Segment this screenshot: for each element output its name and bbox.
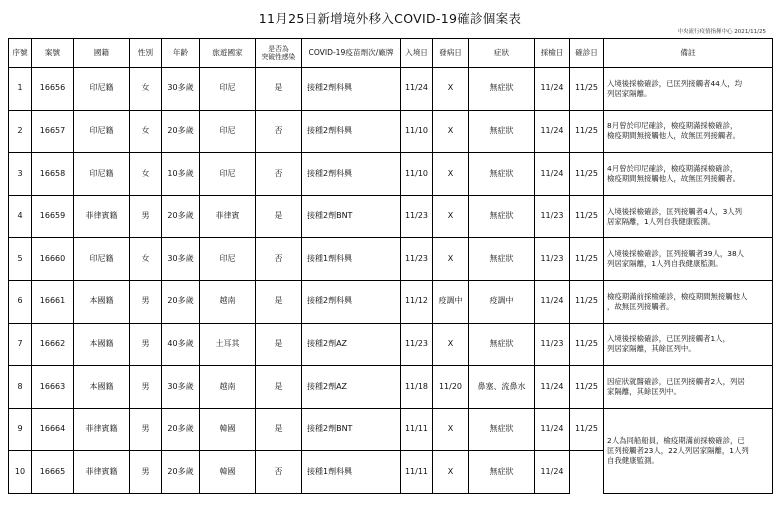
table-row: [9, 366, 773, 409]
vaccine-doses: 接種1劑科興: [302, 238, 401, 281]
vaccine-doses: 接種2劑AZ: [302, 323, 401, 366]
table-row: [9, 280, 773, 323]
age: 40多歲: [162, 323, 200, 366]
sex: 男: [130, 195, 162, 238]
symptoms: 無症狀: [469, 408, 535, 451]
age: 20多歲: [162, 195, 200, 238]
nationality: 印尼籍: [74, 68, 130, 111]
nationality: 印尼籍: [74, 153, 130, 196]
travel-country: 印尼: [200, 110, 256, 153]
header-country: 旅遊國家: [200, 39, 256, 68]
header-confirm: 確診日: [570, 39, 604, 68]
table-row: [9, 68, 773, 111]
case-number: 16664: [32, 408, 74, 451]
row-number: 10: [9, 451, 32, 494]
sex: 男: [130, 323, 162, 366]
entry-date: 11/11: [401, 451, 433, 494]
age: 20多歲: [162, 110, 200, 153]
symptoms: 無症狀: [469, 238, 535, 281]
row-number: 2: [9, 110, 32, 153]
remark: 因症狀就醫確診，已匡列接觸者2人，列居 家隔離，其餘匡列中。: [604, 366, 773, 409]
case-number: 16660: [32, 238, 74, 281]
vaccine-doses: 接種2劑BNT: [302, 408, 401, 451]
travel-country: 越南: [200, 280, 256, 323]
sample-date: 11/24: [535, 68, 570, 111]
onset-date: 11/20: [433, 366, 469, 409]
age: 20多歲: [162, 280, 200, 323]
entry-date: 11/11: [401, 408, 433, 451]
sample-date: 11/23: [535, 323, 570, 366]
sample-date: 11/24: [535, 366, 570, 409]
symptoms: 無症狀: [469, 153, 535, 196]
symptoms: 無症狀: [469, 451, 535, 494]
onset-date: 疫調中: [433, 280, 469, 323]
sex: 男: [130, 451, 162, 494]
row-number: 9: [9, 408, 32, 451]
breakthrough-flag: 是: [256, 195, 302, 238]
travel-country: 韓國: [200, 408, 256, 451]
table-row: [9, 110, 773, 153]
sex: 女: [130, 153, 162, 196]
age: 30多歲: [162, 68, 200, 111]
confirm-date: 11/25: [570, 408, 604, 451]
onset-date: X: [433, 408, 469, 451]
breakthrough-flag: 否: [256, 153, 302, 196]
confirm-date: 11/25: [570, 238, 604, 281]
row-number: 5: [9, 238, 32, 281]
age: 30多歲: [162, 366, 200, 409]
row-number: 1: [9, 68, 32, 111]
case-number: 16663: [32, 366, 74, 409]
entry-date: 11/23: [401, 195, 433, 238]
travel-country: 印尼: [200, 238, 256, 281]
sex: 女: [130, 110, 162, 153]
header-no: 序號: [9, 39, 32, 68]
header-remark: 備註: [604, 39, 773, 68]
symptoms: 無症狀: [469, 195, 535, 238]
remark: 檢疫期滿前採檢確診，檢疫期間無接觸他人 ，故無匡列接觸者。: [604, 280, 773, 323]
travel-country: 菲律賓: [200, 195, 256, 238]
breakthrough-flag: 否: [256, 110, 302, 153]
breakthrough-flag: 否: [256, 451, 302, 494]
age: 20多歲: [162, 451, 200, 494]
row-number: 8: [9, 366, 32, 409]
page-title: 11月25日新增境外移入COVID-19確診個案表: [258, 11, 522, 26]
confirm-date: 11/25: [570, 153, 604, 196]
entry-date: 11/18: [401, 366, 433, 409]
sex: 女: [130, 238, 162, 281]
onset-date: X: [433, 110, 469, 153]
confirm-date: 11/25: [570, 280, 604, 323]
header-entry: 入境日: [401, 39, 433, 68]
nationality: 菲律賓籍: [74, 451, 130, 494]
nationality: 本國籍: [74, 280, 130, 323]
onset-date: X: [433, 68, 469, 111]
table-row: [9, 323, 773, 366]
entry-date: 11/10: [401, 110, 433, 153]
sample-date: 11/24: [535, 280, 570, 323]
nationality: 本國籍: [74, 366, 130, 409]
breakthrough-flag: 是: [256, 280, 302, 323]
nationality: 菲律賓籍: [74, 195, 130, 238]
vaccine-doses: 接種2劑AZ: [302, 366, 401, 409]
breakthrough-flag: 否: [256, 238, 302, 281]
confirm-date: 11/25: [570, 323, 604, 366]
sex: 男: [130, 280, 162, 323]
sex: 男: [130, 408, 162, 451]
symptoms: 疫調中: [469, 280, 535, 323]
row-number: 6: [9, 280, 32, 323]
onset-date: X: [433, 451, 469, 494]
table-row: [9, 195, 773, 238]
case-number: 16659: [32, 195, 74, 238]
onset-date: X: [433, 153, 469, 196]
confirm-date: 11/25: [570, 110, 604, 153]
row-number: 3: [9, 153, 32, 196]
entry-date: 11/23: [401, 323, 433, 366]
onset-date: X: [433, 195, 469, 238]
travel-country: 越南: [200, 366, 256, 409]
case-table: [8, 38, 773, 494]
entry-date: 11/12: [401, 280, 433, 323]
header-symptom: 症狀: [469, 39, 535, 68]
onset-date: X: [433, 238, 469, 281]
header-breakthrough: 是否為 突破性感染: [256, 39, 302, 68]
row-number: 7: [9, 323, 32, 366]
entry-date: 11/10: [401, 153, 433, 196]
header-vaccine: COVID-19疫苗劑次/廠牌: [302, 39, 401, 68]
nationality: 菲律賓籍: [74, 408, 130, 451]
sample-date: 11/23: [535, 195, 570, 238]
entry-date: 11/23: [401, 238, 433, 281]
sample-date: 11/24: [535, 153, 570, 196]
header-row: [9, 39, 773, 68]
breakthrough-flag: 是: [256, 366, 302, 409]
remark: 4月曾於印尼確診，檢疫期滿採檢確診， 檢疫期間無接觸他人，故無匡列接觸者。: [604, 153, 773, 196]
case-number: 16661: [32, 280, 74, 323]
age: 10多歲: [162, 153, 200, 196]
breakthrough-flag: 是: [256, 323, 302, 366]
breakthrough-flag: 是: [256, 68, 302, 111]
confirm-date: 11/25: [570, 366, 604, 409]
header-sample: 採檢日: [535, 39, 570, 68]
remark-merged: 2人為同船船員，檢疫期滿前採檢確診，已 匡列接觸者23人，22人列居家隔離，1人列 自我健康監測。: [604, 408, 773, 493]
travel-country: 印尼: [200, 68, 256, 111]
header-nationality: 國籍: [74, 39, 130, 68]
sex: 女: [130, 68, 162, 111]
case-number: 16657: [32, 110, 74, 153]
table-row: [9, 408, 773, 451]
travel-country: 土耳其: [200, 323, 256, 366]
remark: 入境後採檢確診，已匡列接觸者1人， 列居家隔離，其餘匡列中。: [604, 323, 773, 366]
vaccine-doses: 接種2劑科興: [302, 153, 401, 196]
remark: 入境後採檢確診，匡列接觸者39人，38人 列居家隔離，1人列自我健康監測。: [604, 238, 773, 281]
confirm-date: 11/25: [570, 195, 604, 238]
case-number: 16658: [32, 153, 74, 196]
travel-country: 印尼: [200, 153, 256, 196]
entry-date: 11/24: [401, 68, 433, 111]
age: 30多歲: [162, 238, 200, 281]
sample-date: 11/24: [535, 110, 570, 153]
vaccine-doses: 接種2劑BNT: [302, 195, 401, 238]
nationality: 印尼籍: [74, 238, 130, 281]
symptoms: 無症狀: [469, 68, 535, 111]
header-age: 年齡: [162, 39, 200, 68]
age: 20多歲: [162, 408, 200, 451]
vaccine-doses: 接種2劑科興: [302, 280, 401, 323]
header-onset: 發病日: [433, 39, 469, 68]
nationality: 本國籍: [74, 323, 130, 366]
symptoms: 無症狀: [469, 323, 535, 366]
case-number: 16665: [32, 451, 74, 494]
sample-date: 11/23: [535, 238, 570, 281]
vaccine-doses: 接種2劑科興: [302, 110, 401, 153]
vaccine-doses: 接種2劑科興: [302, 68, 401, 111]
nationality: 印尼籍: [74, 110, 130, 153]
case-number: 16662: [32, 323, 74, 366]
case-number: 16656: [32, 68, 74, 111]
header-sex: 性別: [130, 39, 162, 68]
remark: 8月曾於印尼確診，檢疫期滿採檢確診， 檢疫期間無接觸他人，故無匡列接觸者。: [604, 110, 773, 153]
table-row: [9, 153, 773, 196]
remark: 入境後採檢確診，匡列接觸者4人，3人列 居家隔離，1人列自我健康監測。: [604, 195, 773, 238]
table-row: [9, 238, 773, 281]
sex: 男: [130, 366, 162, 409]
sample-date: 11/24: [535, 451, 570, 494]
onset-date: X: [433, 323, 469, 366]
vaccine-doses: 接種1劑科興: [302, 451, 401, 494]
breakthrough-flag: 是: [256, 408, 302, 451]
sample-date: 11/24: [535, 408, 570, 451]
row-number: 4: [9, 195, 32, 238]
symptoms: 無症狀: [469, 110, 535, 153]
confirm-date: 11/25: [570, 68, 604, 111]
source-note: 中央流行疫情指揮中心 2021/11/25: [677, 29, 766, 35]
header-case: 案號: [32, 39, 74, 68]
symptoms: 鼻塞、流鼻水: [469, 366, 535, 409]
travel-country: 韓國: [200, 451, 256, 494]
remark: 入境後採檢確診，已匡列接觸者44人，均 列居家隔離。: [604, 68, 773, 111]
